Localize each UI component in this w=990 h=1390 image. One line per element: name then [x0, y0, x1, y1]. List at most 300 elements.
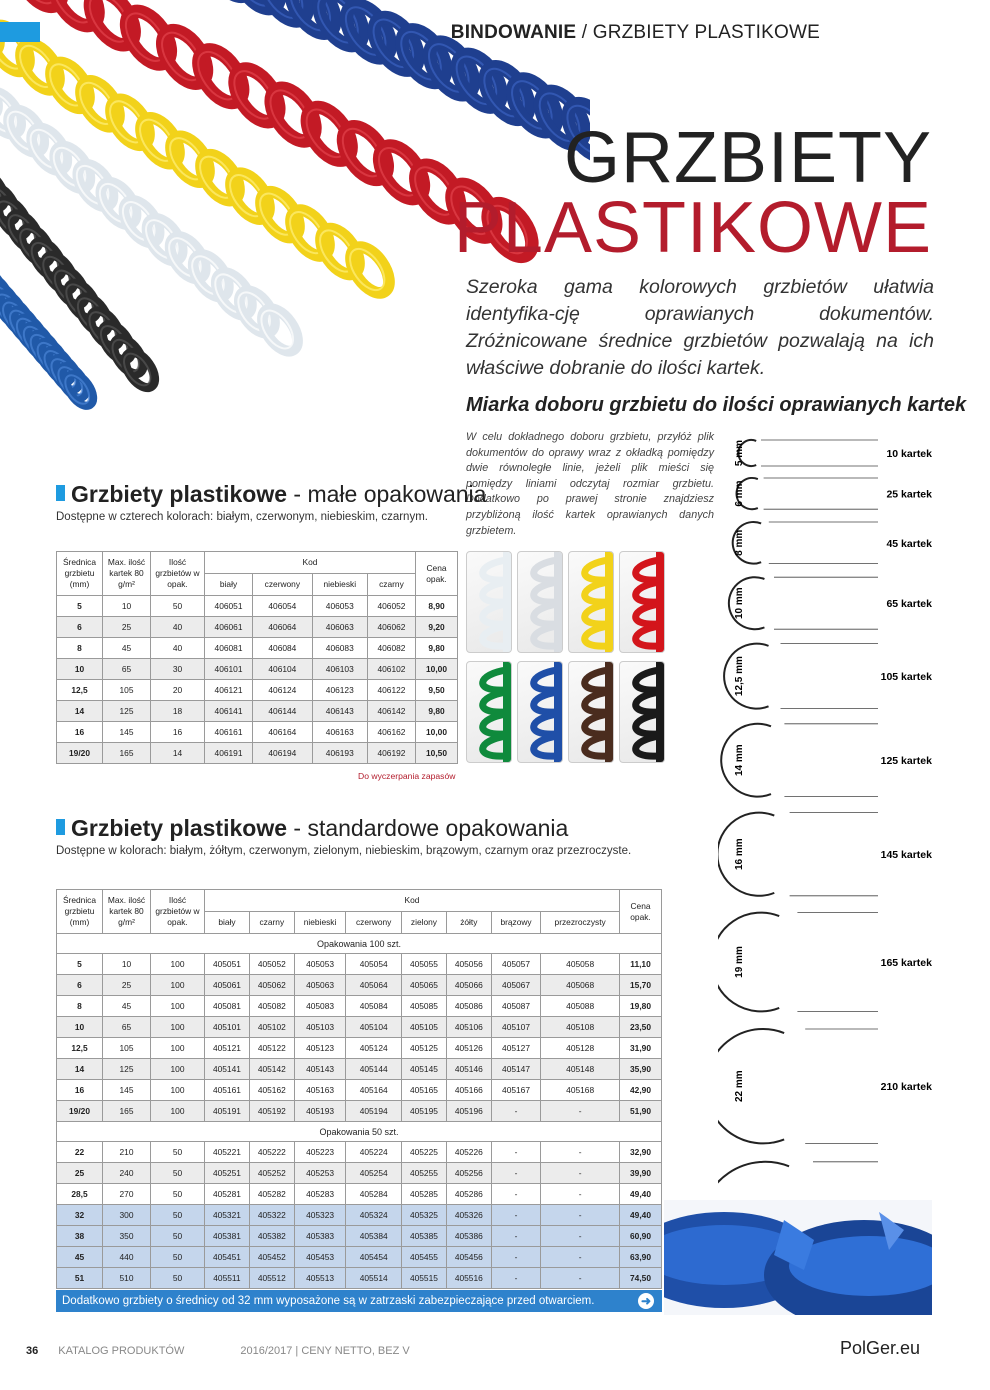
brand-name: PolGer.eu: [839, 1338, 920, 1358]
cell-diameter: 25: [57, 1163, 103, 1184]
cell-value: 50: [151, 1268, 205, 1289]
cell-value: 405082: [249, 996, 294, 1017]
cell-value: 405454: [346, 1247, 402, 1268]
gauge-sheet-count: 45 kartek: [886, 537, 932, 550]
cell-diameter: 22: [57, 1142, 103, 1163]
cell-value: 100: [151, 996, 205, 1017]
color-swatch: [619, 551, 665, 653]
cell-value: 405054: [346, 954, 402, 975]
table-row: [57, 701, 458, 722]
cell-value: 405063: [294, 975, 346, 996]
col-diameter: Średnica grzbietu (mm): [57, 552, 103, 596]
col-color: żółty: [446, 912, 491, 934]
cell-value: 405456: [446, 1247, 491, 1268]
cell-value: 25: [103, 617, 151, 638]
cell-price: 8,90: [416, 596, 458, 617]
cell-value: 406191: [205, 743, 253, 764]
cell-diameter: 12,5: [57, 680, 103, 701]
cell-value: 405195: [402, 1101, 447, 1122]
cell-value: 405108: [541, 1017, 620, 1038]
cell-value: 125: [103, 1059, 151, 1080]
cell-price: 10,00: [416, 722, 458, 743]
section1-heading: [56, 481, 486, 508]
footer-edition: 2016/2017 | CENY NETTO, BEZ V: [240, 1345, 410, 1357]
cell-value: 406122: [367, 680, 415, 701]
cell-value: 405064: [346, 975, 402, 996]
cell-value: 405284: [346, 1184, 402, 1205]
cell-value: 405161: [205, 1080, 250, 1101]
blue-spine-illustration: [664, 1200, 932, 1315]
cell-value: -: [541, 1101, 620, 1122]
col-pack-qty: Ilość grzbietów w opak.: [151, 552, 205, 596]
group-label: Opakowania 100 szt.: [57, 934, 662, 954]
cell-value: 18: [151, 701, 205, 722]
cell-value: 405452: [249, 1247, 294, 1268]
cell-value: 405285: [402, 1184, 447, 1205]
cell-value: 405062: [249, 975, 294, 996]
cell-value: 405281: [205, 1184, 250, 1205]
gauge-size-label: 10 mm: [734, 587, 745, 620]
page-title-line2: PLASTIKOWE: [453, 188, 932, 268]
cell-value: 406082: [367, 638, 415, 659]
cell-value: 50: [151, 596, 205, 617]
cell-value: 125: [103, 701, 151, 722]
cell-value: 405107: [491, 1017, 541, 1038]
cell-value: 100: [151, 954, 205, 975]
gauge-row: [734, 440, 932, 466]
cell-value: 16: [151, 722, 205, 743]
cell-value: 50: [151, 1247, 205, 1268]
cell-price: 39,90: [620, 1163, 662, 1184]
cell-value: 405226: [446, 1142, 491, 1163]
cell-value: 405122: [249, 1038, 294, 1059]
cell-diameter: 16: [57, 722, 103, 743]
gauge-sheet-count: 105 kartek: [880, 671, 932, 684]
cell-value: 405106: [446, 1017, 491, 1038]
cell-value: 405282: [249, 1184, 294, 1205]
cell-value: 405057: [491, 954, 541, 975]
cell-value: 405143: [294, 1059, 346, 1080]
cell-price: 11,10: [620, 954, 662, 975]
color-swatches: [466, 551, 664, 763]
cell-value: 405382: [249, 1226, 294, 1247]
cell-value: 45: [103, 996, 151, 1017]
gauge-row: [718, 1029, 932, 1143]
gauge-size-label: 6 mm: [734, 480, 745, 507]
cell-diameter: 6: [57, 975, 103, 996]
cell-price: 49,40: [620, 1205, 662, 1226]
table-row: [57, 1268, 662, 1289]
large-spine-photo: [664, 1200, 932, 1315]
cell-value: 145: [103, 1080, 151, 1101]
cell-value: 405223: [294, 1142, 346, 1163]
cell-value: 405322: [249, 1205, 294, 1226]
cell-value: -: [491, 1184, 541, 1205]
section2-title: Grzbiety plastikowe: [71, 815, 288, 841]
col-diameter: Średnica grzbietu (mm): [57, 890, 103, 934]
cell-price: 31,90: [620, 1038, 662, 1059]
table-group-row: [57, 934, 662, 954]
table-row: [57, 638, 458, 659]
cell-value: 405125: [402, 1038, 447, 1059]
cell-price: 60,90: [620, 1226, 662, 1247]
cell-value: 405326: [446, 1205, 491, 1226]
cell-value: 405124: [346, 1038, 402, 1059]
cell-value: 405081: [205, 996, 250, 1017]
footer: [26, 1345, 410, 1357]
cell-diameter: 5: [57, 596, 103, 617]
cell-value: 405325: [402, 1205, 447, 1226]
cell-value: 45: [103, 638, 151, 659]
cell-value: 405165: [402, 1080, 447, 1101]
cell-value: 405162: [249, 1080, 294, 1101]
page-number: 36: [26, 1345, 39, 1357]
cell-value: 405087: [491, 996, 541, 1017]
cell-value: 405084: [346, 996, 402, 1017]
breadcrumb: [451, 22, 820, 44]
cell-value: -: [541, 1247, 620, 1268]
cell-value: 405286: [446, 1184, 491, 1205]
cell-value: 165: [103, 1101, 151, 1122]
gauge-row: [724, 644, 932, 709]
breadcrumb-category: BINDOWANIE: [450, 22, 577, 43]
cell-value: 25: [103, 975, 151, 996]
gauge-sheet-count: 10 kartek: [886, 448, 932, 460]
cell-value: 406194: [253, 743, 313, 764]
cell-price: 10,50: [416, 743, 458, 764]
arrow-right-circle-icon[interactable]: ➜: [638, 1293, 654, 1309]
cell-diameter: 6: [57, 617, 103, 638]
gauge-row: [721, 724, 932, 797]
section2-title-suffix: - standardowe opakowania: [287, 815, 569, 841]
cell-value: 406054: [253, 596, 313, 617]
gauge-sheet-count: 125 kartek: [880, 755, 932, 768]
gauge-size-label: 5 mm: [734, 439, 745, 467]
cell-value: 406164: [253, 722, 313, 743]
spine-ring: [721, 724, 771, 797]
cell-diameter: 12,5: [57, 1038, 103, 1059]
spine-ring: [718, 913, 779, 1012]
col-color: czarny: [367, 574, 415, 596]
gauge-sheet-count: 65 kartek: [886, 598, 932, 611]
cell-value: 406104: [253, 659, 313, 680]
col-max-sheets: Max. ilość kartek 80 g/m²: [103, 552, 151, 596]
table-row: [57, 680, 458, 701]
cell-value: 145: [103, 722, 151, 743]
cell-value: 406124: [253, 680, 313, 701]
cell-value: 405061: [205, 975, 250, 996]
cell-value: -: [491, 1247, 541, 1268]
cell-price: 35,90: [620, 1059, 662, 1080]
cell-value: 405254: [346, 1163, 402, 1184]
gauge-size-label: 14 mm: [734, 744, 745, 777]
cell-price: 49,40: [620, 1184, 662, 1205]
cell-value: 405514: [346, 1268, 402, 1289]
cell-value: 406103: [312, 659, 367, 680]
cell-value: 405163: [294, 1080, 346, 1101]
cell-value: 405126: [446, 1038, 491, 1059]
cell-value: 10: [103, 596, 151, 617]
col-color: czarny: [249, 912, 294, 934]
cell-value: 40: [151, 617, 205, 638]
cell-price: 15,70: [620, 975, 662, 996]
cell-value: 405128: [541, 1038, 620, 1059]
cell-value: 405381: [205, 1226, 250, 1247]
gauge-size-label: 19 mm: [734, 946, 745, 978]
cell-value: 100: [151, 1101, 205, 1122]
col-color: biały: [205, 574, 253, 596]
cell-value: 405142: [249, 1059, 294, 1080]
cell-price: 63,90: [620, 1247, 662, 1268]
cell-value: 406101: [205, 659, 253, 680]
cell-value: 405515: [402, 1268, 447, 1289]
col-code: Kod: [205, 552, 416, 574]
cell-value: 405323: [294, 1205, 346, 1226]
stock-note: Do wyczerpania zapasów: [358, 771, 456, 781]
cell-value: 406161: [205, 722, 253, 743]
color-swatch: [568, 551, 614, 653]
cell-value: 406102: [367, 659, 415, 680]
table-row: [57, 1142, 662, 1163]
cell-value: 405085: [402, 996, 447, 1017]
cell-value: 405167: [491, 1080, 541, 1101]
cell-value: 405224: [346, 1142, 402, 1163]
cell-value: 405145: [402, 1059, 447, 1080]
cell-value: 406052: [367, 596, 415, 617]
gauge-heading: Miarka doboru grzbietu do ilości oprawianych kartek: [466, 394, 967, 416]
col-pack-qty: Ilość grzbietów w opak.: [151, 890, 205, 934]
cell-value: 406083: [312, 638, 367, 659]
cell-value: 406193: [312, 743, 367, 764]
cell-value: 405103: [294, 1017, 346, 1038]
gauge-size-label: 12,5 mm: [734, 656, 745, 697]
col-color: przezroczysty: [541, 912, 620, 934]
section1-subtitle: Dostępne w czterech kolorach: białym, czerwonym, niebieskim, czarnym.: [56, 511, 428, 523]
cell-value: 405321: [205, 1205, 250, 1226]
footer-catalog: KATALOG PRODUKTÓW: [58, 1345, 185, 1357]
col-price: Cena opak.: [416, 552, 458, 596]
cell-price: 9,50: [416, 680, 458, 701]
cell-value: 405384: [346, 1226, 402, 1247]
cell-value: 105: [103, 680, 151, 701]
cell-value: 20: [151, 680, 205, 701]
cell-value: 100: [151, 1017, 205, 1038]
breadcrumb-page: / GRZBIETY PLASTIKOWE: [576, 22, 820, 43]
cell-value: 50: [151, 1226, 205, 1247]
cell-value: 405196: [446, 1101, 491, 1122]
section1-title: Grzbiety plastikowe: [71, 481, 288, 507]
cell-diameter: 5: [57, 954, 103, 975]
col-color: czerwony: [253, 574, 313, 596]
cell-value: 50: [151, 1163, 205, 1184]
cell-price: 19,80: [620, 996, 662, 1017]
gauge-sheet-count: 165 kartek: [880, 957, 932, 969]
cell-value: -: [491, 1163, 541, 1184]
cell-value: 406084: [253, 638, 313, 659]
cell-value: 406121: [205, 680, 253, 701]
cell-value: 406143: [312, 701, 367, 722]
gauge-size-label: 8 mm: [734, 529, 745, 556]
cell-value: 405225: [402, 1142, 447, 1163]
section2-heading: [56, 815, 568, 842]
cell-diameter: 8: [57, 638, 103, 659]
table-group-row: [57, 1122, 662, 1142]
cell-value: 405086: [446, 996, 491, 1017]
group-label: Opakowania 50 szt.: [57, 1122, 662, 1142]
table-row: [57, 596, 458, 617]
cell-value: 406061: [205, 617, 253, 638]
cell-value: 405101: [205, 1017, 250, 1038]
cell-value: -: [541, 1163, 620, 1184]
cell-value: 405066: [446, 975, 491, 996]
cell-value: -: [541, 1142, 620, 1163]
color-swatch: [619, 661, 665, 763]
cell-value: 405164: [346, 1080, 402, 1101]
cell-value: 405222: [249, 1142, 294, 1163]
cell-value: 406062: [367, 617, 415, 638]
page-title-line1: GRZBIETY: [563, 118, 932, 198]
cell-value: -: [491, 1268, 541, 1289]
table-row: [57, 996, 662, 1017]
cell-diameter: 10: [57, 659, 103, 680]
cell-value: 240: [103, 1163, 151, 1184]
cell-value: 405252: [249, 1163, 294, 1184]
cell-value: -: [491, 1101, 541, 1122]
cell-value: 270: [103, 1184, 151, 1205]
gauge-row: [718, 913, 932, 1012]
cell-price: 51,90: [620, 1101, 662, 1122]
cell-diameter: 14: [57, 701, 103, 722]
cell-value: 405451: [205, 1247, 250, 1268]
cell-value: 100: [151, 1080, 205, 1101]
gauge-row: [729, 577, 932, 629]
cell-value: 405144: [346, 1059, 402, 1080]
cell-value: 405058: [541, 954, 620, 975]
table-row: [57, 1247, 662, 1268]
cell-value: -: [491, 1205, 541, 1226]
cell-value: 406123: [312, 680, 367, 701]
cell-value: 405191: [205, 1101, 250, 1122]
col-color: brązowy: [491, 912, 541, 934]
cell-price: 42,90: [620, 1080, 662, 1101]
table-row: [57, 722, 458, 743]
cell-value: 440: [103, 1247, 151, 1268]
section2-subtitle: Dostępne w kolorach: białym, żółtym, czerwonym, zielonym, niebieskim, brązowym, czarnym oraz przezroczyste.: [56, 845, 632, 857]
cell-diameter: 10: [57, 1017, 103, 1038]
cell-value: 65: [103, 1017, 151, 1038]
cell-value: 405385: [402, 1226, 447, 1247]
cell-diameter: 19/20: [57, 1101, 103, 1122]
cell-value: 405256: [446, 1163, 491, 1184]
cell-value: 405516: [446, 1268, 491, 1289]
table-row: [57, 1226, 662, 1247]
cell-value: 405193: [294, 1101, 346, 1122]
cell-value: 100: [151, 1038, 205, 1059]
cell-value: 405105: [402, 1017, 447, 1038]
cell-value: 405512: [249, 1268, 294, 1289]
cell-value: 405148: [541, 1059, 620, 1080]
cell-value: 405221: [205, 1142, 250, 1163]
cell-value: 405121: [205, 1038, 250, 1059]
cell-diameter: 14: [57, 1059, 103, 1080]
gauge-size-label: 22 mm: [734, 1070, 745, 1103]
col-color: czerwony: [346, 912, 402, 934]
cell-value: 405194: [346, 1101, 402, 1122]
spine-size-gauge: [718, 420, 990, 1300]
cell-value: 405083: [294, 996, 346, 1017]
cell-price: 9,80: [416, 701, 458, 722]
cell-price: 9,80: [416, 638, 458, 659]
color-swatch: [517, 661, 563, 763]
table-row: [57, 743, 458, 764]
table-row: [57, 659, 458, 680]
cell-value: 406051: [205, 596, 253, 617]
table-row: [57, 954, 662, 975]
cell-value: 14: [151, 743, 205, 764]
table-row: [57, 1080, 662, 1101]
cell-value: 405053: [294, 954, 346, 975]
table-row: [57, 1101, 662, 1122]
cell-value: 406064: [253, 617, 313, 638]
cell-value: -: [541, 1226, 620, 1247]
table-row: [57, 1205, 662, 1226]
cell-value: 100: [151, 975, 205, 996]
cell-diameter: 16: [57, 1080, 103, 1101]
color-swatch: [466, 661, 512, 763]
col-color: biały: [205, 912, 250, 934]
cell-value: 406141: [205, 701, 253, 722]
cell-value: 406142: [367, 701, 415, 722]
cell-price: 9,20: [416, 617, 458, 638]
color-swatch: [466, 551, 512, 653]
cell-value: 405192: [249, 1101, 294, 1122]
cell-diameter: 38: [57, 1226, 103, 1247]
cell-value: 405141: [205, 1059, 250, 1080]
cell-value: 50: [151, 1142, 205, 1163]
cell-value: 100: [151, 1059, 205, 1080]
cell-value: 406063: [312, 617, 367, 638]
cell-value: -: [541, 1205, 620, 1226]
section-marker-icon: [56, 819, 65, 835]
cell-value: 405067: [491, 975, 541, 996]
cell-value: 405455: [402, 1247, 447, 1268]
gauge-size-label: 16 mm: [734, 838, 745, 871]
small-pack-table: [56, 551, 458, 764]
cell-value: 165: [103, 743, 151, 764]
cell-value: 30: [151, 659, 205, 680]
gauge-row: [733, 522, 932, 564]
col-color: niebieski: [312, 574, 367, 596]
standard-pack-table: [56, 889, 662, 1289]
intro-text: Szeroka gama kolorowych grzbietów ułatwia identyfika-cję oprawianych dokumentów. Zróżnicowane średnice grzbietów pozwalają na ich właściwe dobranie do ilości kartek.: [466, 276, 934, 379]
table-row: [57, 1059, 662, 1080]
gauge-sheet-count: 210 kartek: [880, 1081, 932, 1094]
cell-diameter: 8: [57, 996, 103, 1017]
gauge-row: [718, 813, 932, 896]
cell-value: 210: [103, 1142, 151, 1163]
cell-value: -: [491, 1226, 541, 1247]
table-row: [57, 975, 662, 996]
cell-value: 406162: [367, 722, 415, 743]
cell-value: 405168: [541, 1080, 620, 1101]
cell-value: -: [541, 1268, 620, 1289]
col-code: Kod: [205, 890, 620, 912]
spine-ring: [718, 1029, 784, 1143]
cell-value: 406081: [205, 638, 253, 659]
cell-value: -: [541, 1184, 620, 1205]
cell-value: 405253: [294, 1163, 346, 1184]
cell-value: 405065: [402, 975, 447, 996]
